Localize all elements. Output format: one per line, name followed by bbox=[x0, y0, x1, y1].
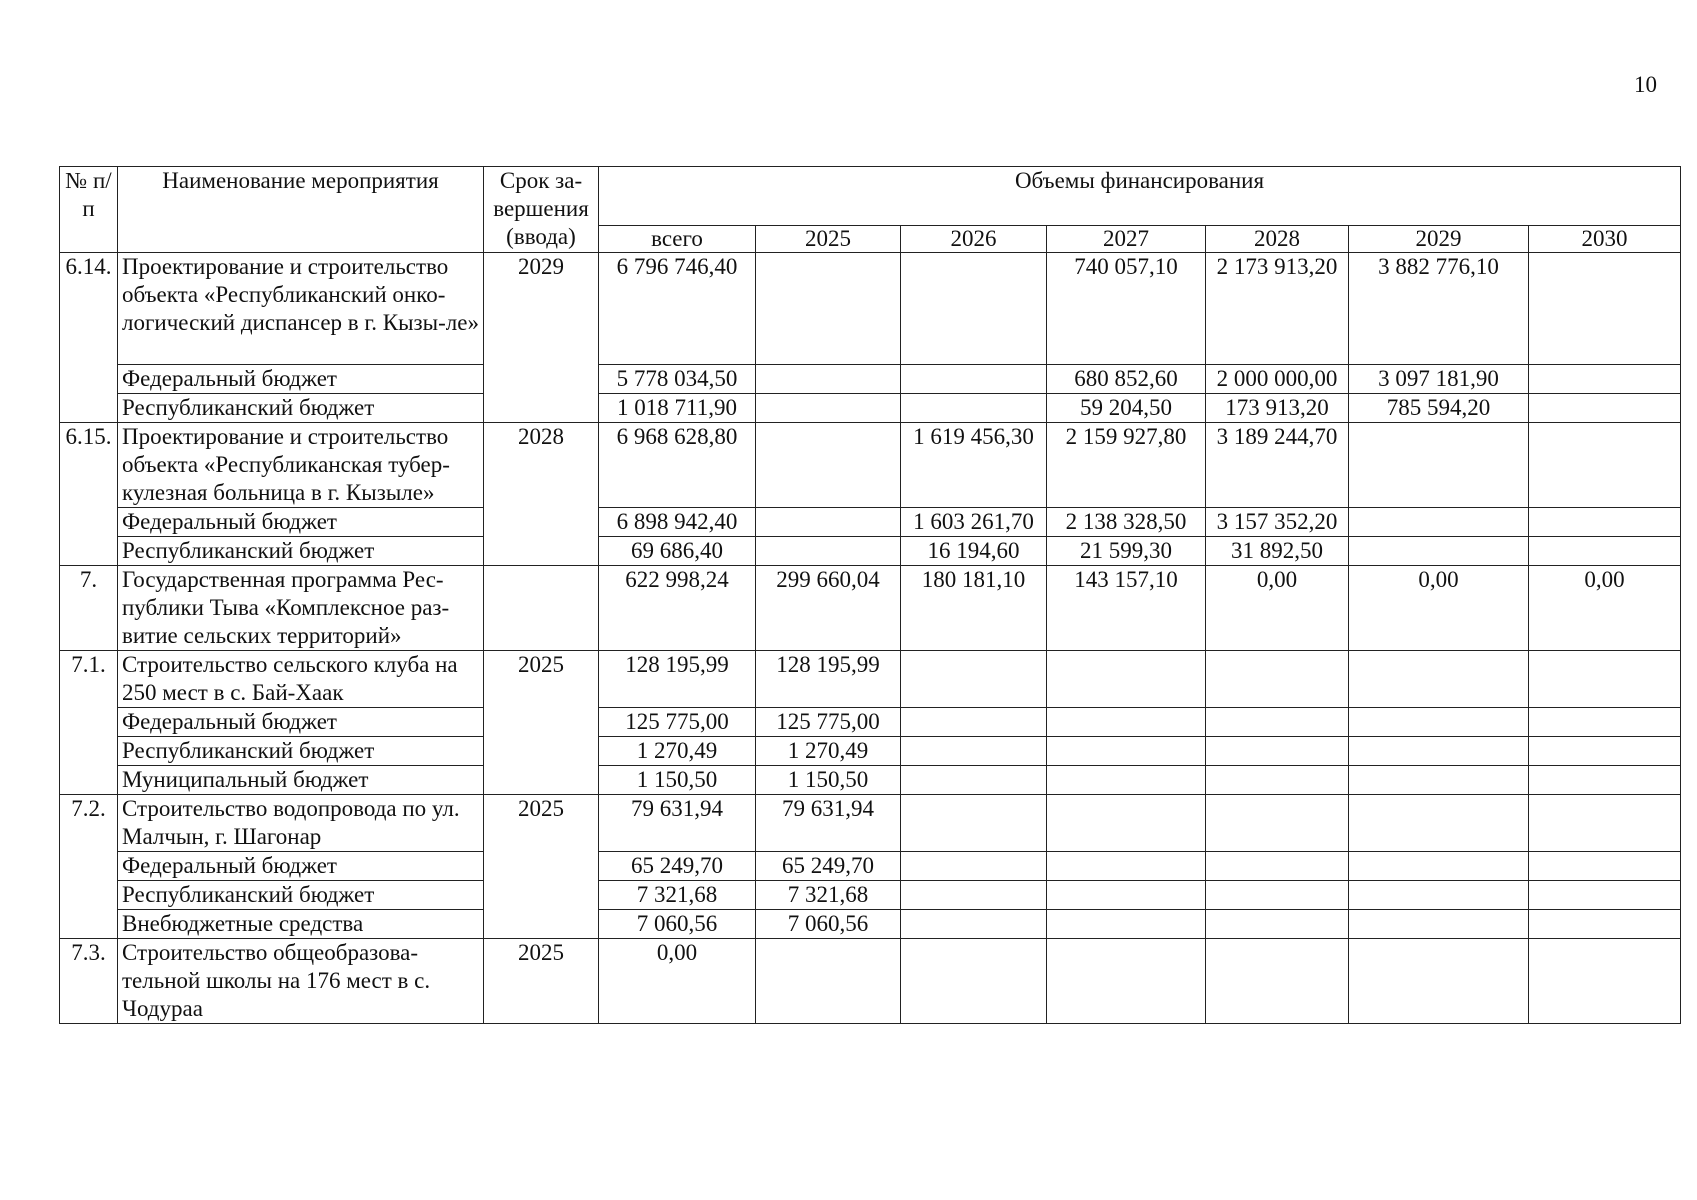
amount-total: 69 686,40 bbox=[599, 537, 756, 566]
table-row bbox=[60, 766, 1681, 795]
amount-2027: 21 599,30 bbox=[1047, 537, 1206, 566]
amount-2029: 3 097 181,90 bbox=[1349, 365, 1529, 394]
amount-2027 bbox=[1047, 910, 1206, 939]
table-row bbox=[60, 881, 1681, 910]
amount-2026 bbox=[901, 910, 1047, 939]
amount-total: 1 270,49 bbox=[599, 737, 756, 766]
amount-2025: 125 775,00 bbox=[756, 708, 901, 737]
amount-total: 79 631,94 bbox=[599, 795, 756, 852]
row-number: 7.3. bbox=[60, 939, 118, 1024]
row-number: 7. bbox=[60, 566, 118, 651]
measure-name: Строительство сельского клуба на 250 мест в с. Бай-Хаак bbox=[118, 651, 484, 708]
table-row bbox=[60, 508, 1681, 537]
amount-2029 bbox=[1349, 651, 1529, 708]
amount-2025: 65 249,70 bbox=[756, 852, 901, 881]
amount-2030 bbox=[1529, 508, 1681, 537]
amount-2030 bbox=[1529, 766, 1681, 795]
header-name: Наименование мероприятия bbox=[118, 167, 484, 253]
budget-source-name: Муниципальный бюджет bbox=[118, 766, 484, 795]
amount-2028 bbox=[1206, 881, 1349, 910]
amount-2028: 31 892,50 bbox=[1206, 537, 1349, 566]
budget-source-name: Республиканский бюджет bbox=[118, 394, 484, 423]
completion-year bbox=[484, 566, 599, 651]
amount-2030 bbox=[1529, 881, 1681, 910]
amount-2028: 3 189 244,70 bbox=[1206, 423, 1349, 508]
amount-2027 bbox=[1047, 651, 1206, 708]
budget-source-name: Республиканский бюджет bbox=[118, 537, 484, 566]
amount-2029 bbox=[1349, 939, 1529, 1024]
amount-total: 6 968 628,80 bbox=[599, 423, 756, 508]
amount-2028: 2 173 913,20 bbox=[1206, 253, 1349, 365]
amount-2026: 16 194,60 bbox=[901, 537, 1047, 566]
amount-2025: 79 631,94 bbox=[756, 795, 901, 852]
amount-2027 bbox=[1047, 737, 1206, 766]
amount-2025: 7 321,68 bbox=[756, 881, 901, 910]
amount-2025 bbox=[756, 365, 901, 394]
amount-total: 6 796 746,40 bbox=[599, 253, 756, 365]
amount-total: 6 898 942,40 bbox=[599, 508, 756, 537]
amount-2030 bbox=[1529, 394, 1681, 423]
amount-2027: 2 138 328,50 bbox=[1047, 508, 1206, 537]
amount-2026 bbox=[901, 881, 1047, 910]
amount-2030 bbox=[1529, 737, 1681, 766]
amount-2028: 3 157 352,20 bbox=[1206, 508, 1349, 537]
amount-2030 bbox=[1529, 910, 1681, 939]
amount-2028 bbox=[1206, 766, 1349, 795]
row-number: 6.14. bbox=[60, 253, 118, 423]
amount-2025: 299 660,04 bbox=[756, 566, 901, 651]
row-number: 7.1. bbox=[60, 651, 118, 795]
header-col-2029: 2029 bbox=[1349, 226, 1529, 253]
table-row bbox=[60, 537, 1681, 566]
amount-total: 65 249,70 bbox=[599, 852, 756, 881]
header-col-2026: 2026 bbox=[901, 226, 1047, 253]
amount-2029 bbox=[1349, 737, 1529, 766]
amount-2025: 128 195,99 bbox=[756, 651, 901, 708]
amount-2027 bbox=[1047, 795, 1206, 852]
amount-2026: 1 603 261,70 bbox=[901, 508, 1047, 537]
amount-2028 bbox=[1206, 852, 1349, 881]
table-row bbox=[60, 394, 1681, 423]
amount-2026 bbox=[901, 852, 1047, 881]
table-row bbox=[60, 737, 1681, 766]
table-row bbox=[60, 566, 1681, 651]
amount-2029 bbox=[1349, 508, 1529, 537]
amount-2029: 0,00 bbox=[1349, 566, 1529, 651]
amount-2025 bbox=[756, 423, 901, 508]
amount-2028 bbox=[1206, 795, 1349, 852]
amount-2030 bbox=[1529, 852, 1681, 881]
amount-total: 1 018 711,90 bbox=[599, 394, 756, 423]
measure-name: Строительство водопровода по ул. Малчын, г. Шагонар bbox=[118, 795, 484, 852]
amount-2027: 59 204,50 bbox=[1047, 394, 1206, 423]
completion-year: 2028 bbox=[484, 423, 599, 566]
budget-source-name: Республиканский бюджет bbox=[118, 881, 484, 910]
amount-2027: 740 057,10 bbox=[1047, 253, 1206, 365]
amount-total: 128 195,99 bbox=[599, 651, 756, 708]
table-row bbox=[60, 423, 1681, 508]
budget-source-name: Федеральный бюджет bbox=[118, 708, 484, 737]
amount-2029 bbox=[1349, 881, 1529, 910]
row-number: 6.15. bbox=[60, 423, 118, 566]
amount-2026 bbox=[901, 253, 1047, 365]
amount-2029 bbox=[1349, 537, 1529, 566]
header-col-2025: 2025 bbox=[756, 226, 901, 253]
amount-2029 bbox=[1349, 423, 1529, 508]
amount-2028: 0,00 bbox=[1206, 566, 1349, 651]
amount-2030 bbox=[1529, 708, 1681, 737]
amount-2026 bbox=[901, 795, 1047, 852]
amount-2026 bbox=[901, 737, 1047, 766]
amount-2027 bbox=[1047, 708, 1206, 737]
measure-name: Проектирование и строительство объекта «Республиканская тубер-кулезная больница в г. Кызыле» bbox=[118, 423, 484, 508]
amount-total: 5 778 034,50 bbox=[599, 365, 756, 394]
header-deadline: Срок за-вершения (ввода) bbox=[484, 167, 599, 253]
table-row bbox=[60, 365, 1681, 394]
amount-2029 bbox=[1349, 910, 1529, 939]
table-body bbox=[60, 253, 1681, 1024]
amount-2025: 7 060,56 bbox=[756, 910, 901, 939]
amount-2027: 2 159 927,80 bbox=[1047, 423, 1206, 508]
completion-year: 2025 bbox=[484, 795, 599, 939]
financing-table bbox=[59, 166, 1681, 1024]
amount-2027 bbox=[1047, 939, 1206, 1024]
amount-2026 bbox=[901, 708, 1047, 737]
amount-2028 bbox=[1206, 939, 1349, 1024]
completion-year: 2025 bbox=[484, 651, 599, 795]
completion-year: 2025 bbox=[484, 939, 599, 1024]
table-row bbox=[60, 253, 1681, 365]
table-row bbox=[60, 939, 1681, 1024]
amount-2030 bbox=[1529, 939, 1681, 1024]
budget-source-name: Внебюджетные средства bbox=[118, 910, 484, 939]
amount-2026 bbox=[901, 651, 1047, 708]
amount-2025: 1 270,49 bbox=[756, 737, 901, 766]
completion-year: 2029 bbox=[484, 253, 599, 423]
amount-2030 bbox=[1529, 537, 1681, 566]
amount-total: 7 321,68 bbox=[599, 881, 756, 910]
amount-2027 bbox=[1047, 881, 1206, 910]
amount-2029: 3 882 776,10 bbox=[1349, 253, 1529, 365]
measure-name: Государственная программа Рес-публики Тыва «Комплексное раз-витие сельских территорий» bbox=[118, 566, 484, 651]
amount-2025 bbox=[756, 939, 901, 1024]
amount-2027 bbox=[1047, 852, 1206, 881]
amount-total: 7 060,56 bbox=[599, 910, 756, 939]
amount-2026: 1 619 456,30 bbox=[901, 423, 1047, 508]
amount-2028 bbox=[1206, 708, 1349, 737]
amount-2025 bbox=[756, 394, 901, 423]
header-num: № п/п bbox=[60, 167, 118, 253]
amount-2029 bbox=[1349, 852, 1529, 881]
amount-total: 125 775,00 bbox=[599, 708, 756, 737]
table-row bbox=[60, 651, 1681, 708]
amount-2028: 2 000 000,00 bbox=[1206, 365, 1349, 394]
table-row bbox=[60, 910, 1681, 939]
amount-total: 1 150,50 bbox=[599, 766, 756, 795]
amount-total: 0,00 bbox=[599, 939, 756, 1024]
header-col-total: всего bbox=[599, 226, 756, 253]
amount-2027: 680 852,60 bbox=[1047, 365, 1206, 394]
amount-2027: 143 157,10 bbox=[1047, 566, 1206, 651]
amount-2028 bbox=[1206, 651, 1349, 708]
row-number: 7.2. bbox=[60, 795, 118, 939]
table-header bbox=[60, 167, 1681, 253]
amount-2030 bbox=[1529, 253, 1681, 365]
header-funding: Объемы финансирования bbox=[599, 167, 1681, 226]
amount-2030 bbox=[1529, 795, 1681, 852]
budget-source-name: Федеральный бюджет bbox=[118, 508, 484, 537]
amount-2029 bbox=[1349, 795, 1529, 852]
amount-2026 bbox=[901, 939, 1047, 1024]
budget-source-name: Республиканский бюджет bbox=[118, 737, 484, 766]
amount-2026 bbox=[901, 365, 1047, 394]
header-col-2027: 2027 bbox=[1047, 226, 1206, 253]
amount-2025 bbox=[756, 537, 901, 566]
budget-source-name: Федеральный бюджет bbox=[118, 852, 484, 881]
header-col-2030: 2030 bbox=[1529, 226, 1681, 253]
amount-2027 bbox=[1047, 766, 1206, 795]
header-col-2028: 2028 bbox=[1206, 226, 1349, 253]
table-row bbox=[60, 852, 1681, 881]
amount-2030 bbox=[1529, 651, 1681, 708]
amount-2029 bbox=[1349, 766, 1529, 795]
amount-total: 622 998,24 bbox=[599, 566, 756, 651]
amount-2026 bbox=[901, 766, 1047, 795]
amount-2029 bbox=[1349, 708, 1529, 737]
amount-2028 bbox=[1206, 910, 1349, 939]
amount-2025: 1 150,50 bbox=[756, 766, 901, 795]
table-row bbox=[60, 708, 1681, 737]
amount-2030: 0,00 bbox=[1529, 566, 1681, 651]
amount-2028 bbox=[1206, 737, 1349, 766]
measure-name: Строительство общеобразова-тельной школы на 176 мест в с. Чодураа bbox=[118, 939, 484, 1024]
table-row bbox=[60, 795, 1681, 852]
amount-2025 bbox=[756, 508, 901, 537]
amount-2026: 180 181,10 bbox=[901, 566, 1047, 651]
amount-2026 bbox=[901, 394, 1047, 423]
amount-2029: 785 594,20 bbox=[1349, 394, 1529, 423]
budget-source-name: Федеральный бюджет bbox=[118, 365, 484, 394]
amount-2030 bbox=[1529, 423, 1681, 508]
page-number: 10 bbox=[1634, 72, 1657, 97]
measure-name: Проектирование и строительство объекта «Республиканский онко-логический диспансер в г. Кызы-ле» bbox=[118, 253, 484, 365]
amount-2028: 173 913,20 bbox=[1206, 394, 1349, 423]
amount-2025 bbox=[756, 253, 901, 365]
amount-2030 bbox=[1529, 365, 1681, 394]
